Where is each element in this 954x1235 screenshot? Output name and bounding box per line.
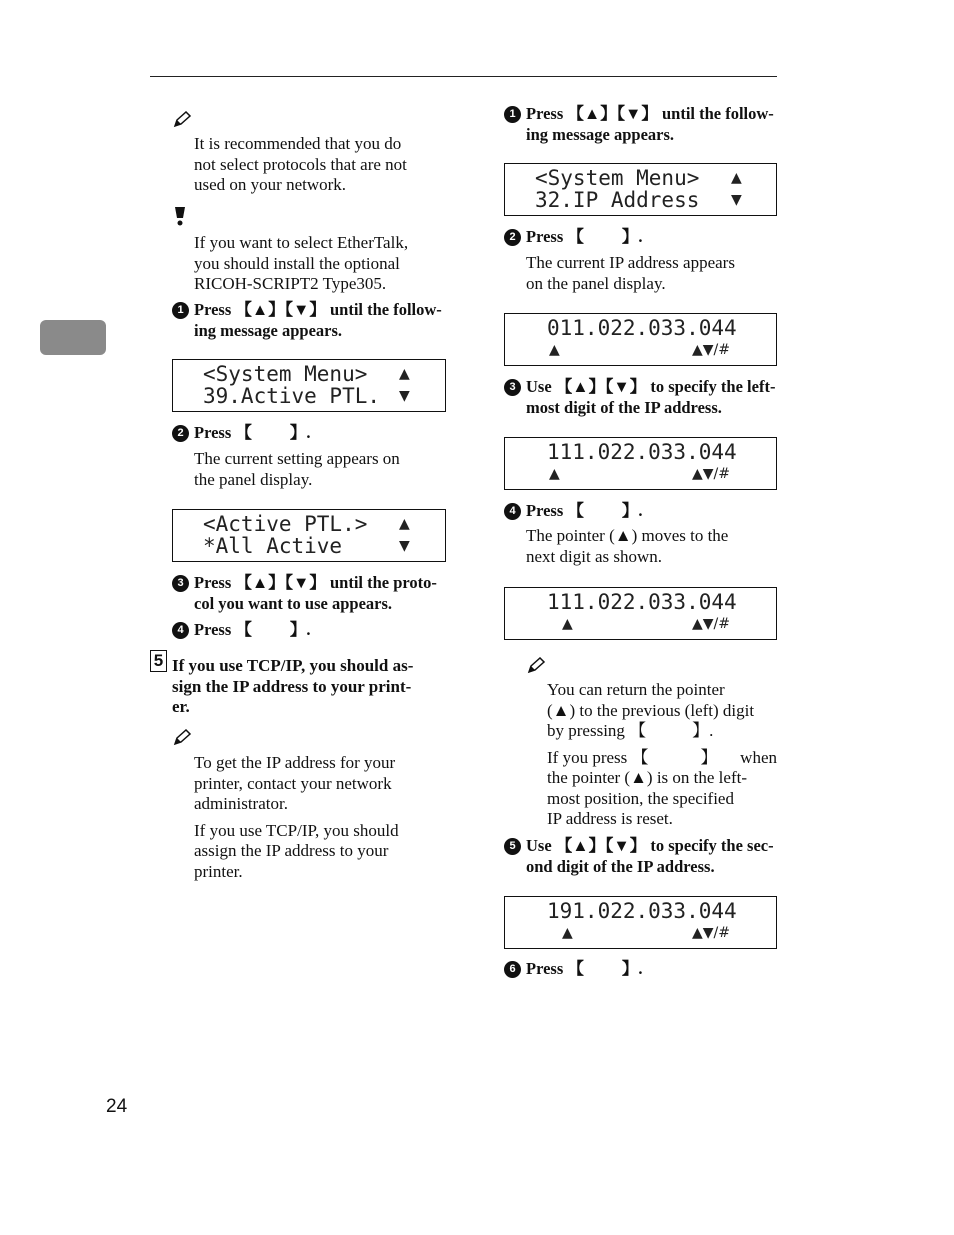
step-2-description: The current setting appears on the panel display. <box>194 449 400 489</box>
lcd-line-2: 32.IP Address <box>535 188 700 212</box>
step-4-description: The pointer (▲) moves to the next digit as shown. <box>526 526 729 566</box>
lcd-ip-display <box>504 313 777 366</box>
header-rule <box>150 76 777 77</box>
main-step-5-heading: If you use TCP/IP, you should as- sign the IP address to your print- er. <box>172 656 414 716</box>
step-5-instruction: Use 【▲】【▼】 to specify the sec- ond digit of the IP address. <box>526 836 774 876</box>
down-arrow-icon: ▼ <box>399 388 410 404</box>
lcd-display <box>172 359 446 412</box>
lcd-ip-display <box>504 437 777 490</box>
step-number: 1 <box>172 302 189 319</box>
nav-keys-indicator: ▲▼/# <box>692 925 730 941</box>
pointer-icon: ▲ <box>549 466 560 482</box>
pointer-icon: ▲ <box>562 925 573 941</box>
pencil-note-icon <box>526 657 546 675</box>
ip-address-value: 191.022.033.044 <box>547 899 737 923</box>
step-1-instruction: Press 【▲】【▼】 until the follow- ing message appears. <box>194 300 442 340</box>
up-arrow-icon: ▲ <box>399 366 410 382</box>
step-4-instruction: Press 【 】. <box>194 620 311 639</box>
lcd-line-1: <System Menu> <box>203 362 368 386</box>
step-number: 2 <box>172 425 189 442</box>
lcd-line-2: 39.Active PTL. <box>203 384 381 408</box>
main-step-number: 5 <box>150 650 167 672</box>
pointer-icon: ▲ <box>549 342 560 358</box>
step-4-instruction: Press 【 】. <box>526 501 643 520</box>
lcd-display <box>504 163 777 216</box>
step-3-instruction: Use 【▲】【▼】 to specify the left- most digit of the IP address. <box>526 377 776 417</box>
step-2-instruction: Press 【 】. <box>526 227 643 246</box>
nav-keys-indicator: ▲▼/# <box>692 342 730 358</box>
step-number: 5 <box>504 838 521 855</box>
lcd-ip-display <box>504 587 777 640</box>
lcd-ip-display <box>504 896 777 949</box>
down-key: 【▼】 <box>284 300 326 319</box>
note-recommend: It is recommended that you do not select protocols that are not used on your network. <box>194 134 407 194</box>
step-2-instruction: Press 【 】. <box>194 423 311 442</box>
up-arrow-icon: ▲ <box>399 516 410 532</box>
pencil-note-icon <box>172 729 192 747</box>
step-number: 2 <box>504 229 521 246</box>
step-number: 1 <box>504 106 521 123</box>
note-pointer: You can return the pointer (▲) to the previous (left) digit by pressing 【 】. If you press 【 】 when the pointer (▲) is on the left- most position, the specified IP address is reset. <box>547 680 777 828</box>
lcd-display <box>172 509 446 562</box>
ip-address-value: 111.022.033.044 <box>547 590 737 614</box>
chapter-tab <box>40 320 106 355</box>
step-number: 3 <box>172 575 189 592</box>
step-number: 3 <box>504 379 521 396</box>
ip-address-value: 111.022.033.044 <box>547 440 737 464</box>
step-3-instruction: Press 【▲】【▼】 until the proto- col you want to use appears. <box>194 573 437 613</box>
step-number: 4 <box>172 622 189 639</box>
note-ip-address: To get the IP address for your printer, contact your network administrator. If you use TCP/IP, you should assign the IP address to your printer. <box>194 753 399 881</box>
step-2-description: The current IP address appears on the panel display. <box>526 253 735 293</box>
step-number: 4 <box>504 503 521 520</box>
bulb-important-icon <box>172 206 188 226</box>
important-ethertalk: If you want to select EtherTalk, you should install the optional RICOH-SCRIPT2 Type305. <box>194 233 409 293</box>
page-number: 24 <box>106 1096 128 1117</box>
nav-keys-indicator: ▲▼/# <box>692 466 730 482</box>
ip-address-value: 011.022.033.044 <box>547 316 737 340</box>
up-key: 【▲】 <box>235 300 285 319</box>
down-arrow-icon: ▼ <box>399 538 410 554</box>
up-arrow-icon: ▲ <box>731 170 742 186</box>
lcd-line-1: <System Menu> <box>535 166 700 190</box>
nav-keys-indicator: ▲▼/# <box>692 616 730 632</box>
step-1-instruction: Press 【▲】【▼】 until the follow- ing message appears. <box>526 104 774 144</box>
step-number: 6 <box>504 961 521 978</box>
step-6-instruction: Press 【 】. <box>526 959 643 978</box>
down-arrow-icon: ▼ <box>731 192 742 208</box>
lcd-line-1: <Active PTL.> <box>203 512 368 536</box>
pencil-note-icon <box>172 111 192 129</box>
pointer-icon: ▲ <box>562 616 573 632</box>
lcd-line-2: *All Active <box>203 534 343 558</box>
